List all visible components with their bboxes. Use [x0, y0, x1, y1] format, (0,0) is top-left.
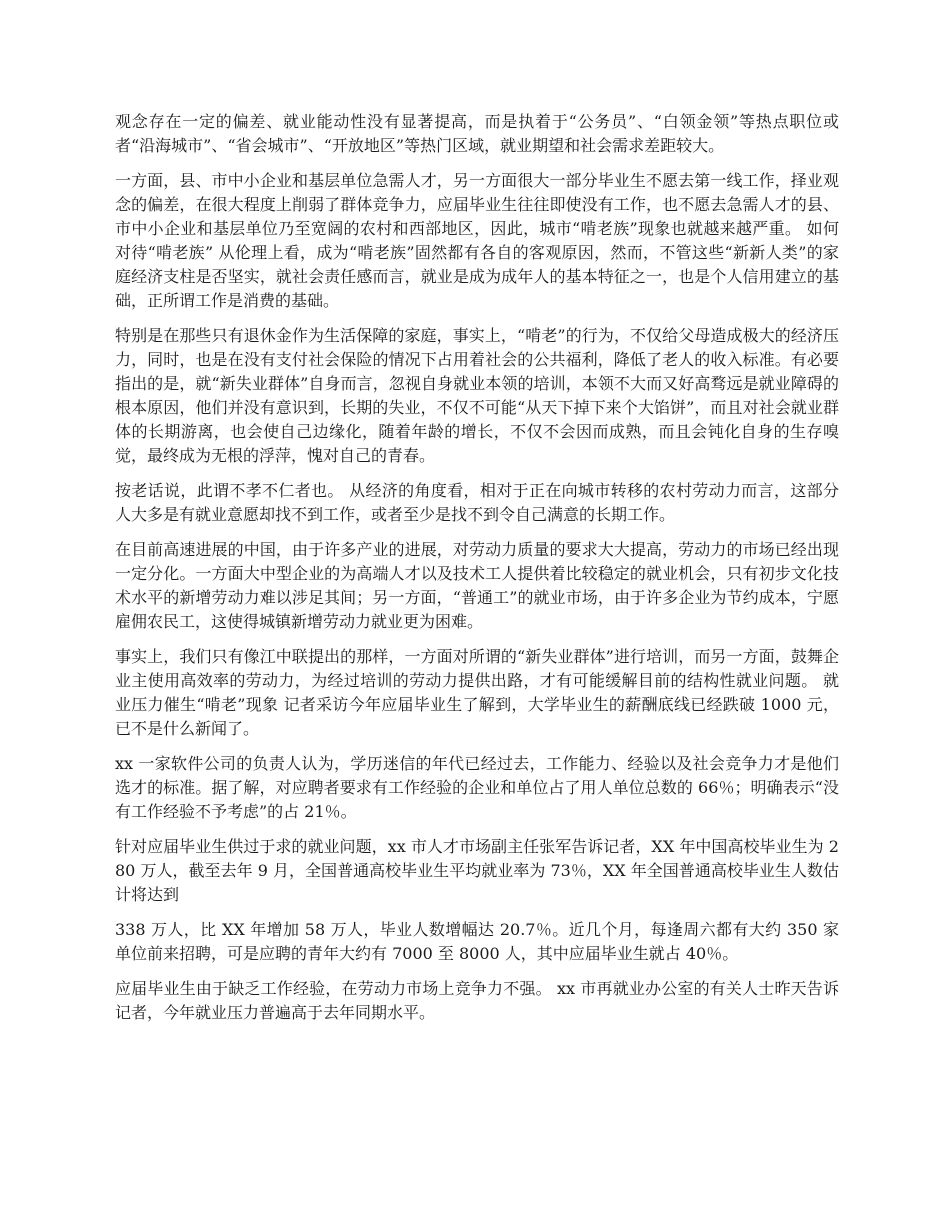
paragraph: 特别是在那些只有退休金作为生活保障的家庭，事实上，“啃老”的行为，不仅给父母造成极大的经济压力，同时，也是在没有支付社会保险的情况下占用着社会的公共福利，降低了老人的收入标准。有必要指出的是，就“新失业群体”自身而言，忽视自身就业本领的培训，本领不大而又好高骛远是就业障碍的根本原因，他们并没有意识到，长期的失业，不仅不可能“从天下掉下来个大馅饼”，而且对社会就业群体的长期游离，也会使自己边缘化，随着年龄的增长，不仅不会因而成熟，而且会钝化自身的生存嗅觉，最终成为无根的浮萍，愧对自己的青春。 [115, 326, 839, 465]
paragraph: 针对应届毕业生供过于求的就业问题，xx 市人才市场副主任张军告诉记者，XX 年中国高校毕业生为 280 万人，截至去年 9 月，全国普通高校毕业生平均就业率为 73％，XX 年全国普通高校毕业生人数估计将达到 [115, 837, 839, 904]
paragraph: 事实上，我们只有像江中联提出的那样，一方面对所谓的“新失业群体”进行培训，而另一方面，鼓舞企业主使用高效率的劳动力，为经过培训的劳动力提供出路，才有可能缓解目前的结构性就业问题。 就业压力催生“啃老”现象 记者采访今年应届毕业生了解到，大学毕业生的薪酬底线已经跌破 1000 元，已不是什么新闻了。 [115, 647, 839, 738]
paragraph: 按老话说，此谓不孝不仁者也。 从经济的角度看，相对于正在向城市转移的农村劳动力而言，这部分人大多是有就业意愿却找不到工作，或者至少是找不到令自己满意的长期工作。 [115, 481, 839, 524]
paragraph: 应届毕业生由于缺乏工作经验，在劳动力市场上竞争力不强。 xx 市再就业办公室的有关人士昨天告诉记者，今年就业压力普遍高于去年同期水平。 [115, 979, 839, 1022]
document-body [115, 110, 839, 1036]
paragraph: 观念存在一定的偏差、就业能动性没有显著提高，而是执着于“公务员”、“白领金领”等热点职位或者“沿海城市”、“省会城市”、“开放地区”等热门区域，就业期望和社会需求差距较大。 [115, 112, 839, 155]
paragraph: 一方面，县、市中小企业和基层单位急需人才，另一方面很大一部分毕业生不愿去第一线工作，择业观念的偏差，在很大程度上削弱了群体竞争力，应届毕业生往往即使没有工作，也不愿去急需人才的县、市中小企业和基层单位乃至宽阔的农村和西部地区，因此，城市“啃老族”现象也就越来越严重。 如何对待“啃老族” 从伦理上看，成为“啃老族”固然都有各自的客观原因，然而，不管这些“新新人类”的家庭经济支柱是否坚实，就社会责任感而言，就业是成为成年人的基本特征之一，也是个人信用建立的基础，正所谓工作是消费的基础。 [115, 171, 839, 310]
paragraph: xx 一家软件公司的负责人认为，学历迷信的年代已经过去，工作能力、经验以及社会竞争力才是他们选才的标准。据了解，对应聘者要求有工作经验的企业和单位占了用人单位总数的 66％；明确表示“没有工作经验不予考虑”的占 21％。 [115, 754, 839, 821]
paragraph: 在目前高速进展的中国，由于许多产业的进展，对劳动力质量的要求大大提高，劳动力的市场已经出现一定分化。一方面大中型企业的为高端人才以及技术工人提供着比较稳定的就业机会，只有初步文化技术水平的新增劳动力难以涉足其间；另一方面，“普通工”的就业市场，由于许多企业为节约成本，宁愿雇佣农民工，这使得城镇新增劳动力就业更为困难。 [115, 540, 839, 631]
paragraph: 338 万人，比 XX 年增加 58 万人，毕业人数增幅达 20.7％。近几个月，每逢周六都有大约 350 家单位前来招聘，可是应聘的青年大约有 7000 至 8000 人，其中应届毕业生就占 40％。 [115, 920, 839, 963]
